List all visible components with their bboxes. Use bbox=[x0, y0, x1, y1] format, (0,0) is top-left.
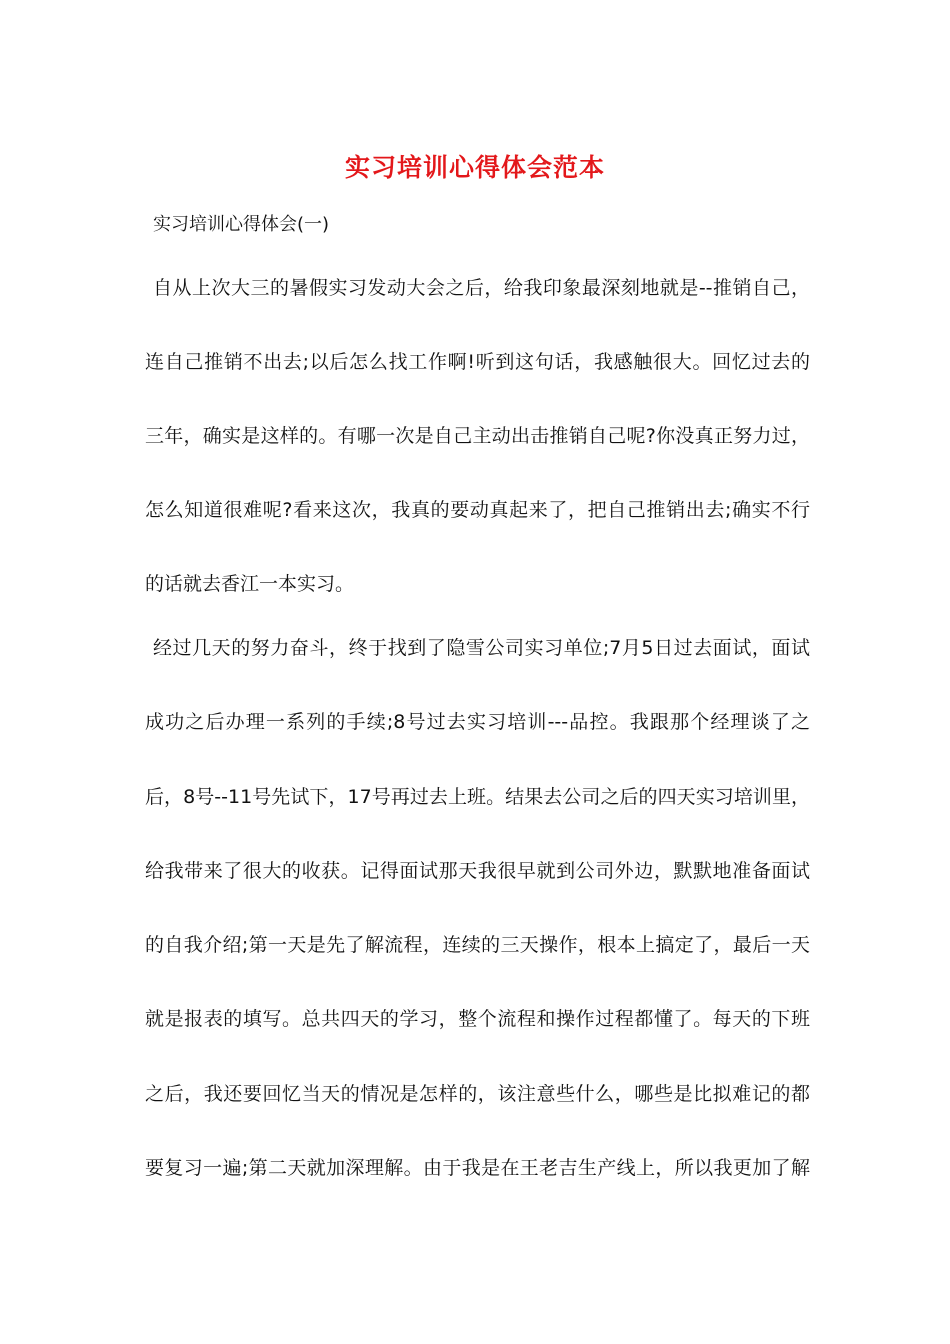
paragraph-line: 怎么知道很难呢?看来这次，我真的要动真起来了，把自己推销出去;确实不行 bbox=[145, 499, 810, 521]
paragraph-line: 要复习一遍;第二天就加深理解。由于我是在王老吉生产线上，所以我更加了解 bbox=[145, 1157, 810, 1179]
document-title: 实习培训心得体会范本 bbox=[344, 153, 605, 182]
paragraph-line: 之后，我还要回忆当天的情况是怎样的，该注意些什么，哪些是比拟难记的都 bbox=[145, 1083, 810, 1105]
paragraph-line: 给我带来了很大的收获。记得面试那天我很早就到公司外边，默默地准备面试 bbox=[145, 860, 810, 882]
paragraph-line: 的自我介绍;第一天是先了解流程，连续的三天操作，根本上搞定了，最后一天 bbox=[145, 934, 810, 956]
paragraph-line: 连自己推销不出去;以后怎么找工作啊!听到这句话，我感触很大。回忆过去的 bbox=[145, 351, 810, 373]
paragraph-line: 就是报表的填写。总共四天的学习，整个流程和操作过程都懂了。每天的下班 bbox=[145, 1008, 810, 1030]
paragraph-line: 后，8号--11号先试下，17号再过去上班。结果去公司之后的四天实习培训里， bbox=[145, 786, 810, 808]
paragraph-line: 三年，确实是这样的。有哪一次是自己主动出击推销自己呢?你没真正努力过， bbox=[145, 425, 810, 447]
paragraph-line: 经过几天的努力奋斗，终于找到了隐雪公司实习单位;7月5日过去面试，面试 bbox=[153, 637, 810, 659]
paragraph-line: 成功之后办理一系列的手续;8号过去实习培训---品控。我跟那个经理谈了之 bbox=[145, 711, 810, 733]
paragraph-line: 的话就去香江一本实习。 bbox=[145, 573, 355, 595]
section-heading: 实习培训心得体会(一) bbox=[153, 214, 330, 235]
paragraph-line: 自从上次大三的暑假实习发动大会之后，给我印象最深刻地就是--推销自己， bbox=[153, 277, 810, 299]
